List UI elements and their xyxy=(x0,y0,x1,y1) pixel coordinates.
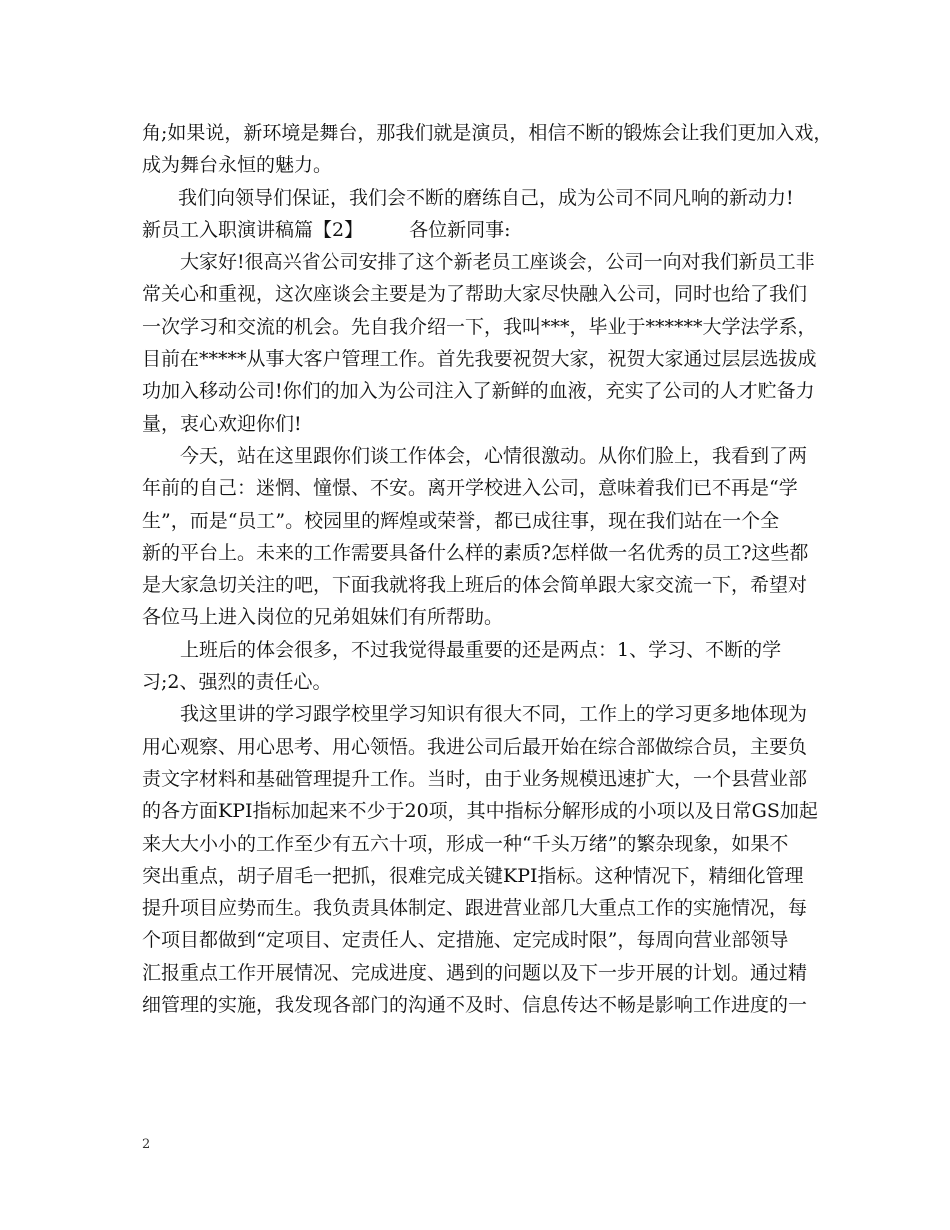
text-line: 提升项目应势而生。我负责具体制定、跟进营业部几大重点工作的实施情况，每 xyxy=(142,897,808,920)
text-line: 我们向领导们保证，我们会不断的磨练自己，成为公司不同凡响的新动力! xyxy=(178,186,794,209)
section-heading: 新员工入职演讲稿篇【2】 xyxy=(142,218,364,241)
text-line: 大家好!很高兴省公司安排了这个新老员工座谈会，公司一向对我们新员工非 xyxy=(180,251,815,274)
text-line: 突出重点，胡子眉毛一把抓，很难完成关键KPI指标。这种情况下，精细化管理 xyxy=(142,864,804,887)
text-line: 个项目都做到“定项目、定责任人、定措施、定完成时限”，每周向营业部领导 xyxy=(142,929,789,952)
text-line: 一次学习和交流的机会。先自我介绍一下，我叫***，毕业于******大学法学系， xyxy=(142,315,817,338)
text-line: 我这里讲的学习跟学校里学习知识有很大不同，工作上的学习更多地体现为 xyxy=(180,703,808,726)
text-line: 汇报重点工作开展情况、完成进度、遇到的问题以及下一步开展的计划。通过精 xyxy=(142,961,808,984)
text-line: 新的平台上。未来的工作需要具备什么样的素质?怎样做一名优秀的员工?这些都 xyxy=(142,541,809,564)
document-body xyxy=(142,117,842,1021)
text-line: 上班后的体会很多，不过我觉得最重要的还是两点：1、学习、不断的学 xyxy=(180,638,782,661)
page-number: 2 xyxy=(142,1137,151,1152)
text-line: 常关心和重视，这次座谈会主要是为了帮助大家尽快融入公司，同时也给了我们 xyxy=(142,283,808,306)
section-heading-line xyxy=(142,214,842,246)
text-line: 功加入移动公司!你们的加入为公司注入了新鲜的血液，充实了公司的人才贮备力 xyxy=(142,380,815,403)
text-line: 成为舞台永恒的魅力。 xyxy=(142,154,333,177)
text-line: 量，衷心欢迎你们! xyxy=(142,412,302,435)
text-line: 各位马上进入岗位的兄弟姐妹们有所帮助。 xyxy=(142,606,504,629)
text-line: 来大大小小的工作至少有五六十项，形成一种“千头万绪”的繁杂现象，如果不 xyxy=(142,832,789,855)
text-line: 目前在*****从事大客户管理工作。首先我要祝贺大家，祝贺大家通过层层选拔成 xyxy=(142,348,817,371)
text-line: 角;如果说，新环境是舞台，那我们就是演员，相信不断的锻炼会让我们更加入戏， xyxy=(142,122,833,144)
text-line: 责文字材料和基础管理提升工作。当时，由于业务规模迅速扩大，一个县营业部 xyxy=(142,767,808,790)
text-line: 今天，站在这里跟你们谈工作体会，心情很激动。从你们脸上，我看到了两 xyxy=(180,444,808,467)
text-line: 习;2、强烈的责任心。 xyxy=(142,671,332,694)
text-line: 用心观察、用心思考、用心领悟。我进公司后最开始在综合部做综合员，主要负 xyxy=(142,735,808,758)
text-line: 生”，而是“员工”。校园里的辉煌或荣誉，都已成往事，现在我们站在一个全 xyxy=(142,509,780,532)
text-line: 细管理的实施，我发现各部门的沟通不及时、信息传达不畅是影响工作进度的一 xyxy=(142,994,808,1017)
salutation: 各位新同事: xyxy=(409,218,511,241)
text-line: 年前的自己：迷惘、憧憬、不安。离开学校进入公司，意味着我们已不再是“学 xyxy=(142,477,798,500)
text-line: 的各方面KPI指标加起来不少于20项，其中指标分解形成的小项以及日常GS加起 xyxy=(142,800,818,823)
text-line: 是大家急切关注的吧，下面我就将我上班后的体会简单跟大家交流一下，希望对 xyxy=(142,574,808,597)
